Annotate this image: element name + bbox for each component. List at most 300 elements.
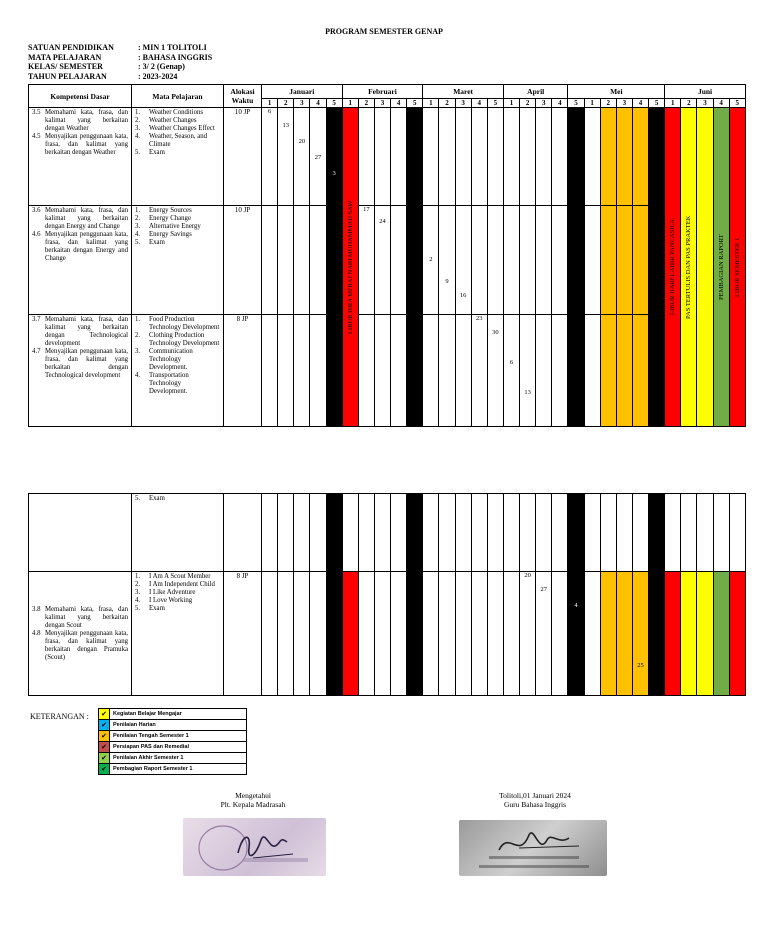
topic-number: 5. (135, 149, 141, 156)
week-cell (520, 494, 536, 572)
topic-text: Food Production Technology Development (149, 316, 220, 331)
topic-text: Transportation Technology Development. (149, 372, 189, 395)
week-cell (407, 572, 423, 696)
kd-text: Memahami kata, frasa, dan kalimat yang berkaitan dengan Scout (45, 606, 128, 629)
week-cell (326, 494, 342, 572)
week-cell (310, 494, 326, 572)
topic-number: 4. (135, 372, 141, 379)
week-number: 2 (520, 99, 536, 108)
topic-number: 1. (135, 207, 141, 214)
legend-label: Kegiatan Belajar Mengajar (110, 709, 247, 720)
week-cell (632, 108, 648, 206)
week-cell (262, 572, 278, 696)
week-number: 1 (423, 99, 439, 108)
topic-item (135, 223, 220, 231)
week-cell (294, 315, 310, 427)
check-icon: ✔ (99, 753, 110, 764)
week-cell (439, 206, 455, 315)
topic-item (135, 348, 220, 372)
week-cell (374, 108, 390, 206)
week-cell (729, 572, 745, 696)
table-row (29, 315, 746, 427)
kd-item (32, 109, 128, 133)
week-cell (681, 572, 697, 696)
week-cell (455, 572, 471, 696)
week-cell (294, 572, 310, 696)
week-cell (407, 206, 423, 315)
week-cell (520, 206, 536, 315)
topic-number: 4. (135, 133, 141, 140)
week-cell (262, 315, 278, 427)
topic-text: Alternative Energy (149, 223, 201, 230)
topic-number: 3. (135, 223, 141, 230)
week-cell (374, 572, 390, 696)
topic-item (135, 597, 220, 605)
topic-item (135, 117, 220, 125)
date-label: 23 (476, 315, 483, 322)
week-cell (471, 572, 487, 696)
week-number: 1 (342, 99, 358, 108)
week-cell (616, 494, 632, 572)
alokasi-cell: 10 JP (224, 206, 262, 315)
info-value: : MIN 1 TOLITOLI (138, 43, 207, 52)
month-header: Maret (423, 85, 504, 99)
week-cell (520, 315, 536, 427)
week-cell (552, 494, 568, 572)
week-cell (294, 108, 310, 206)
week-cell (407, 108, 423, 206)
date-label: 20 (524, 572, 531, 579)
topic-text: Weather, Season, and Climate (149, 133, 208, 148)
topic-item (135, 573, 220, 581)
week-cell (455, 315, 471, 427)
sign-left-line2: Plt. Kepala Madrasah (220, 800, 286, 809)
week-number: 2 (681, 99, 697, 108)
topic-item (135, 149, 220, 157)
pas-label: PAS TERTULIS DAN PAS PRAKTEK (685, 215, 693, 319)
week-cell (503, 108, 519, 206)
header-kompetensi-dasar: Kompetensi Dasar (29, 85, 132, 108)
week-cell (487, 315, 503, 427)
kd-text: Menyajikan penggunaan kata, frasa, dan kalimat yang berkaitan dengan Weather (45, 133, 128, 156)
legend-label: Penilaian Tengah Semester 1 (110, 731, 247, 742)
week-cell (423, 108, 439, 206)
info-row (28, 53, 212, 63)
legend-row (99, 753, 247, 764)
week-cell (552, 206, 568, 315)
week-number: 4 (471, 99, 487, 108)
check-icon: ✔ (99, 731, 110, 742)
kd-number: 4.6 (32, 231, 41, 238)
week-cell (423, 572, 439, 696)
week-cell (729, 494, 745, 572)
topic-item (135, 495, 220, 503)
week-cell (310, 206, 326, 315)
kd-text: Memahami kata, frasa, dan kalimat yang berkaitan dengan Weather (45, 109, 128, 132)
date-label: 9 (445, 278, 449, 285)
mata-pelajaran-cell (132, 315, 224, 427)
date-label: 16 (459, 292, 467, 299)
week-cell (326, 572, 342, 696)
topic-number: 4. (135, 231, 141, 238)
date-label: 13 (282, 122, 289, 129)
topic-item (135, 581, 220, 589)
kd-item (32, 133, 128, 157)
topic-text: Communication Technology Development. (149, 348, 193, 371)
week-cell (568, 206, 584, 315)
week-number: 5 (326, 99, 342, 108)
week-cell (423, 494, 439, 572)
month-header: Februari (342, 85, 423, 99)
topic-number: 1. (135, 316, 141, 323)
topic-text: Exam (149, 495, 165, 502)
week-number: 3 (455, 99, 471, 108)
week-cell (342, 572, 358, 696)
week-cell (697, 572, 713, 696)
legend-row (99, 764, 247, 775)
week-cell (278, 572, 294, 696)
date-label: 4 (574, 602, 578, 609)
week-cell (391, 108, 407, 206)
week-cell (600, 108, 616, 206)
month-header: April (503, 85, 568, 99)
mata-pelajaran-cell (132, 108, 224, 206)
week-cell (358, 494, 374, 572)
week-cell (584, 108, 600, 206)
week-cell (358, 108, 374, 206)
signature-icon (183, 818, 326, 876)
month-header: Mei (568, 85, 665, 99)
check-icon: ✔ (99, 709, 110, 720)
date-label: 20 (298, 138, 306, 145)
week-cell (455, 206, 471, 315)
week-cell (471, 206, 487, 315)
kompetensi-dasar-cell (29, 315, 132, 427)
kd-item (32, 606, 128, 630)
semester-holiday-label: LIBUR SEMESTER 1 (733, 237, 741, 297)
week-cell (262, 206, 278, 315)
week-number: 5 (729, 99, 745, 108)
week-number: 2 (278, 99, 294, 108)
signature-icon (459, 820, 607, 876)
kompetensi-dasar-cell (29, 572, 132, 696)
date-label: 25 (637, 662, 644, 669)
week-cell (391, 315, 407, 427)
topic-text: Weather Conditions (149, 109, 204, 116)
week-cell (487, 108, 503, 206)
week-cell (632, 494, 648, 572)
week-cell (407, 494, 423, 572)
week-cell (423, 315, 439, 427)
kd-item (32, 630, 128, 662)
kd-number: 4.7 (32, 348, 41, 355)
week-cell (665, 108, 681, 427)
topic-text: I Am Independent Child (149, 581, 215, 588)
topic-item (135, 239, 220, 247)
week-cell (616, 108, 632, 206)
sign-left-line1: Mengetahui (235, 791, 271, 800)
week-number: 5 (487, 99, 503, 108)
header-mata-pelajaran: Mata Pelajaran (132, 85, 224, 108)
week-cell (487, 494, 503, 572)
week-cell (358, 315, 374, 427)
info-label: KELAS/ SEMESTER (28, 62, 103, 71)
week-cell (423, 206, 439, 315)
week-cell (584, 315, 600, 427)
week-cell (391, 572, 407, 696)
week-number: 3 (697, 99, 713, 108)
week-number: 2 (439, 99, 455, 108)
topic-item (135, 207, 220, 215)
holiday-label-isra-miraj: LIBUR ISRA MI'RAJ NABI MUHAMMAD SAW (346, 200, 354, 334)
week-cell (536, 206, 552, 315)
legend-row (99, 731, 247, 742)
week-cell (536, 572, 552, 696)
month-header: Juni (665, 85, 746, 99)
week-number: 1 (584, 99, 600, 108)
topic-text: Exam (149, 149, 165, 156)
legend-label: Penilaian Akhir Semester 1 (110, 753, 247, 764)
week-cell (278, 108, 294, 206)
week-cell (713, 108, 729, 427)
week-cell (649, 572, 665, 696)
mata-pelajaran-cell (132, 572, 224, 696)
week-number: 5 (649, 99, 665, 108)
topic-item (135, 109, 220, 117)
topic-number: 2. (135, 332, 141, 339)
week-cell (358, 572, 374, 696)
week-number: 4 (713, 99, 729, 108)
info-label: MATA PELAJARAN (28, 52, 102, 62)
sign-right-line2: Guru Bahasa Inggris (503, 800, 567, 809)
week-cell (471, 315, 487, 427)
week-cell (616, 572, 632, 696)
kd-number: 4.8 (32, 630, 41, 637)
topic-number: 5. (135, 239, 141, 246)
raport-label: PEMBAGIAN RAPORT (717, 234, 725, 300)
topic-item (135, 316, 220, 332)
week-cell (374, 494, 390, 572)
week-cell (310, 315, 326, 427)
info-label: TAHUN PELAJARAN (28, 71, 107, 81)
table-row (29, 494, 746, 572)
week-number: 3 (536, 99, 552, 108)
week-cell (391, 206, 407, 315)
week-cell (584, 494, 600, 572)
topic-text: Weather Changes Effect (149, 125, 215, 132)
kd-text: Memahami kata, frasa, dan kalimat yang berkaitan dengan Technological development (45, 316, 128, 347)
kd-number: 3.8 (32, 606, 41, 613)
week-number: 1 (262, 99, 278, 108)
week-cell (568, 315, 584, 427)
topic-text: I Love Working (149, 597, 193, 604)
month-header: Januari (262, 85, 343, 99)
topic-number: 2. (135, 581, 141, 588)
week-cell (520, 108, 536, 206)
week-cell (503, 494, 519, 572)
topic-number: 2. (135, 117, 141, 124)
topic-number: 1. (135, 109, 141, 116)
week-number: 2 (600, 99, 616, 108)
week-cell (568, 108, 584, 206)
signature-block-left (183, 791, 323, 809)
week-cell (342, 108, 358, 427)
date-label: 6 (267, 108, 272, 115)
alokasi-cell: 8 JP (224, 572, 262, 696)
week-cell (632, 315, 648, 427)
legend-row (99, 709, 247, 720)
week-number: 3 (294, 99, 310, 108)
date-label: 2 (429, 256, 433, 263)
signature-block-right (460, 791, 610, 809)
week-cell (697, 494, 713, 572)
week-cell (616, 315, 632, 427)
topic-text: I Like Adventure (149, 589, 196, 596)
week-cell (616, 206, 632, 315)
topic-item (135, 215, 220, 223)
kd-number: 3.6 (32, 207, 41, 214)
topic-item (135, 589, 220, 597)
legend-title: KETERANGAN : (30, 712, 89, 721)
week-number: 4 (632, 99, 648, 108)
week-cell (552, 315, 568, 427)
week-number: 1 (503, 99, 519, 108)
holiday-label-pancasila: LIBUR HARI LAHIR PANCASILA (669, 219, 677, 316)
alokasi-cell (224, 494, 262, 572)
week-cell (439, 572, 455, 696)
kd-item (32, 231, 128, 263)
info-row (28, 62, 212, 72)
info-row (28, 43, 212, 53)
check-icon: ✔ (99, 720, 110, 731)
week-cell (326, 108, 342, 206)
week-cell (487, 572, 503, 696)
kd-number: 3.7 (32, 316, 41, 323)
program-semester-table (28, 84, 746, 427)
teacher-signature-stamp (459, 820, 607, 876)
week-cell (520, 572, 536, 696)
week-cell (649, 494, 665, 572)
week-cell (391, 494, 407, 572)
program-semester-table-continued (28, 493, 746, 696)
info-value: : 2023-2024 (138, 71, 178, 81)
topic-item (135, 332, 220, 348)
kd-text: Menyajikan penggunaan kata, frasa, dan kalimat yang berkaitan dengan Pramuka (Scout) (45, 630, 128, 661)
date-label: 27 (314, 154, 322, 161)
week-cell (665, 572, 681, 696)
week-cell (294, 206, 310, 315)
date-label: 17 (363, 206, 370, 213)
week-cell (374, 206, 390, 315)
kd-text: Menyajikan penggunaan kata, frasa, dan kalimat yang berkaitan dengan Technological development (45, 348, 128, 379)
week-cell (503, 206, 519, 315)
kompetensi-dasar-cell (29, 494, 132, 572)
date-label: 24 (379, 218, 386, 225)
legend-row (99, 742, 247, 753)
date-label: 6 (509, 359, 514, 366)
week-cell (471, 108, 487, 206)
check-icon: ✔ (99, 742, 110, 753)
legend-label: Pembagian Raport Semester 1 (110, 764, 247, 775)
school-info (28, 43, 212, 81)
topic-item (135, 372, 220, 396)
topic-text: Clothing Production Technology Development (149, 332, 220, 347)
week-cell (439, 315, 455, 427)
topic-item (135, 133, 220, 149)
week-cell (455, 494, 471, 572)
info-row (28, 72, 212, 82)
week-cell (536, 108, 552, 206)
legend-table (98, 708, 247, 775)
check-icon: ✔ (99, 764, 110, 775)
kompetensi-dasar-cell (29, 108, 132, 206)
topic-text: Energy Savings (149, 231, 192, 238)
week-cell (632, 572, 648, 696)
topic-number: 3. (135, 348, 141, 355)
week-cell (278, 315, 294, 427)
headmaster-signature-stamp (183, 818, 326, 876)
week-cell (358, 206, 374, 315)
week-cell (649, 315, 665, 427)
week-number: 4 (552, 99, 568, 108)
info-label: SATUAN PENDIDIKAN (28, 43, 114, 52)
week-cell (568, 572, 584, 696)
week-cell (600, 206, 616, 315)
week-number: 5 (568, 99, 584, 108)
week-number: 4 (310, 99, 326, 108)
kd-text: Memahami kata, frasa, dan kalimat yang berkaitan dengan Energy and Change (45, 207, 128, 230)
topic-number: 2. (135, 215, 141, 222)
date-label: 30 (492, 329, 499, 336)
date-label: 27 (540, 586, 547, 593)
week-cell (552, 572, 568, 696)
topic-number: 5. (135, 495, 141, 502)
week-cell (536, 494, 552, 572)
week-cell (681, 494, 697, 572)
week-cell (600, 315, 616, 427)
week-cell (455, 108, 471, 206)
table-row (29, 206, 746, 315)
kd-item (32, 316, 128, 348)
alokasi-cell: 8 JP (224, 315, 262, 427)
topic-text: Energy Sources (149, 207, 192, 214)
week-cell (600, 572, 616, 696)
mata-pelajaran-cell (132, 206, 224, 315)
week-number: 4 (391, 99, 407, 108)
week-cell (729, 108, 745, 427)
week-cell (262, 494, 278, 572)
legend-label: Penilaian Harian (110, 720, 247, 731)
week-cell (310, 108, 326, 206)
topic-number: 3. (135, 589, 141, 596)
week-cell (342, 494, 358, 572)
week-cell (713, 572, 729, 696)
week-cell (487, 206, 503, 315)
date-label: 13 (524, 389, 531, 396)
week-cell (439, 108, 455, 206)
week-cell (278, 494, 294, 572)
week-cell (326, 206, 342, 315)
week-number: 3 (374, 99, 390, 108)
week-number: 2 (358, 99, 374, 108)
kd-number: 4.5 (32, 133, 41, 140)
sign-right-line1: Tolitoli,01 Januari 2024 (499, 791, 571, 800)
topic-number: 3. (135, 125, 141, 132)
week-cell (503, 315, 519, 427)
week-cell (632, 206, 648, 315)
topic-item (135, 231, 220, 239)
topic-text: Energy Change (149, 215, 191, 222)
